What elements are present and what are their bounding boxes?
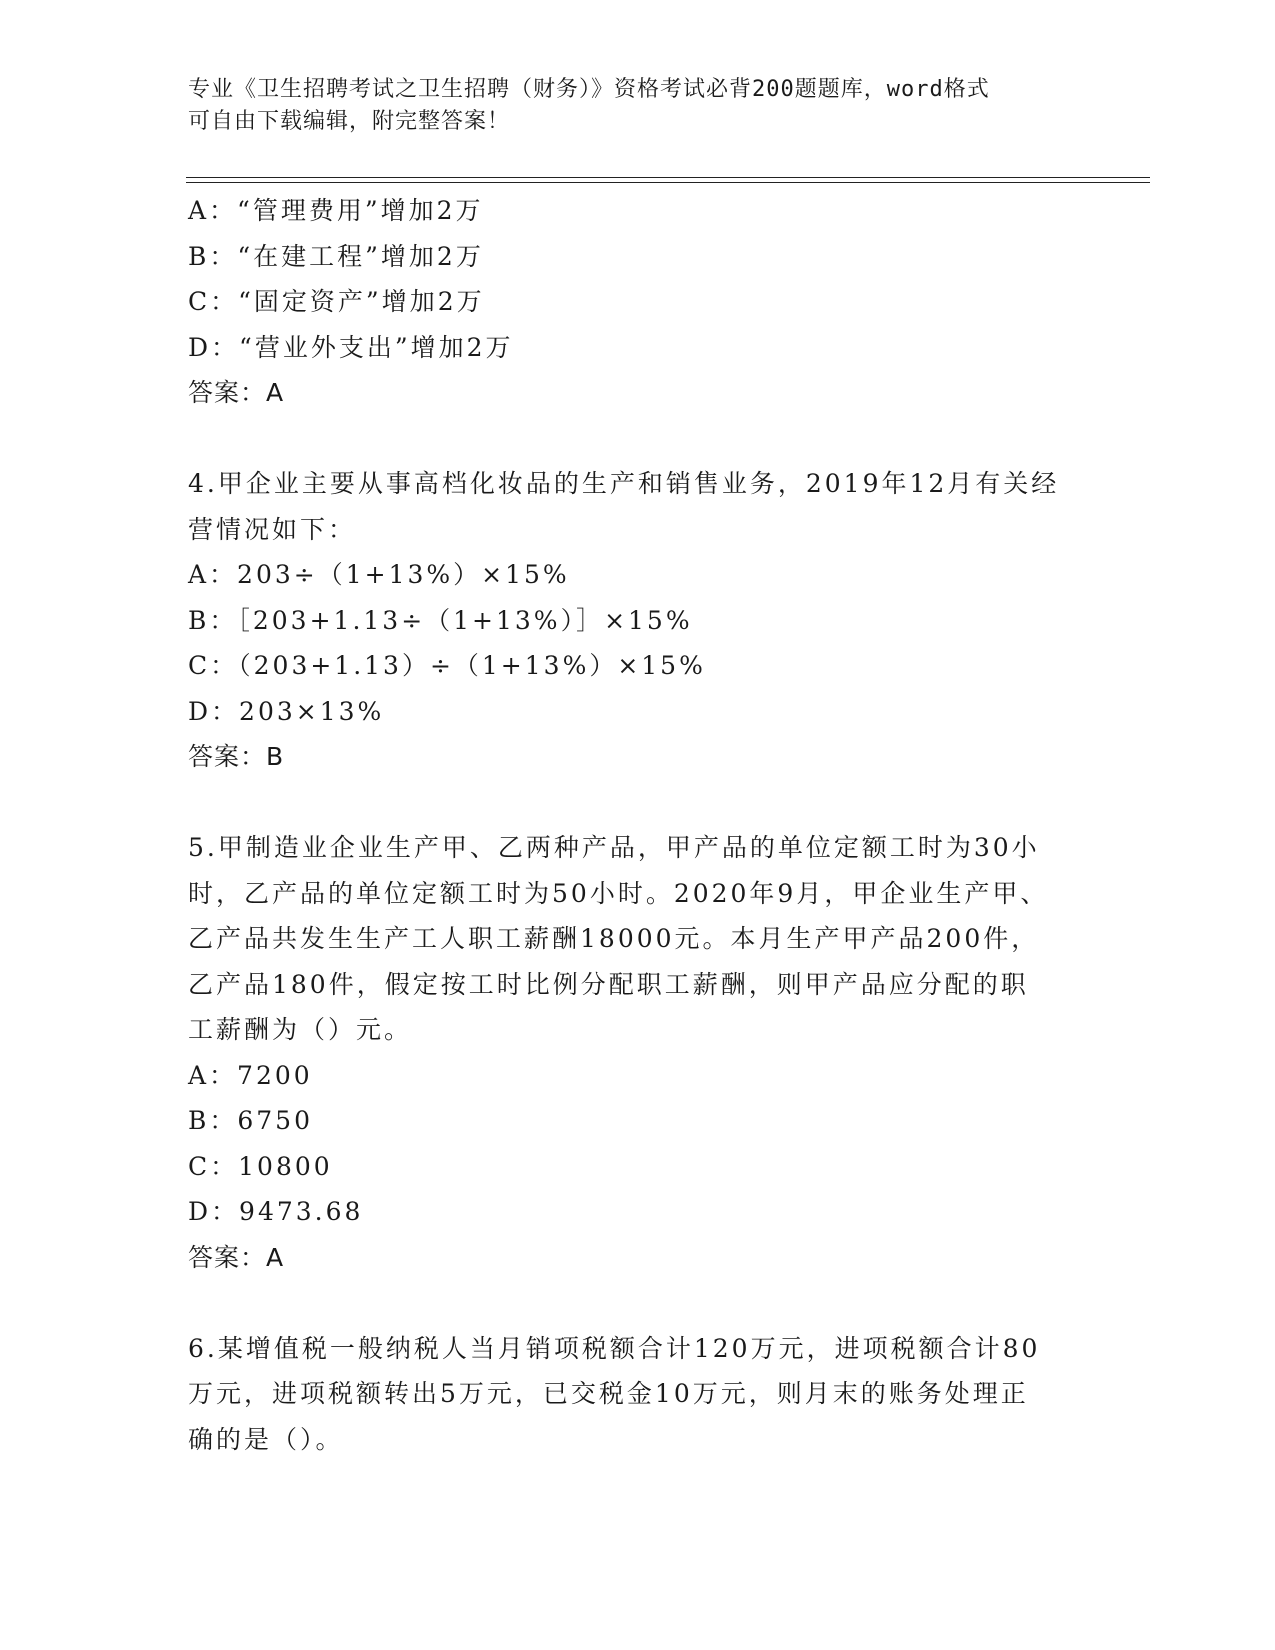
header-rule-top xyxy=(186,177,1150,178)
option-c: C：“固定资产”增加2万 xyxy=(188,287,485,316)
option-d: D：9473.68 xyxy=(188,1197,364,1226)
question-stem-line: 确的是（）。 xyxy=(188,1424,344,1454)
option-a: A：“管理费用”增加2万 xyxy=(188,196,484,225)
option-a: A：7200 xyxy=(188,1060,313,1090)
answer: 答案：A xyxy=(188,1242,285,1272)
option-b: B：“在建工程”增加2万 xyxy=(188,241,484,271)
spacer xyxy=(188,1280,1088,1326)
option-b: B：［203+1.13÷（1+13%）］×15% xyxy=(188,605,693,635)
question-stem-line: 乙产品共发生生产工人职工薪酬18000元。本月生产甲产品200件， xyxy=(188,924,1040,953)
question-stem-line: 营情况如下： xyxy=(188,514,357,544)
question-stem-line: 5.甲制造业企业生产甲、乙两种产品，甲产品的单位定额工时为30小 xyxy=(188,833,1040,862)
question-4 xyxy=(188,461,1088,780)
answer: 答案：B xyxy=(188,742,285,771)
question-stem-line: 工薪酬为（）元。 xyxy=(188,1015,413,1044)
option-c: C：10800 xyxy=(188,1151,333,1181)
spacer xyxy=(188,780,1088,826)
header-title-line-1: 专业《卫生招聘考试之卫生招聘（财务）》资格考试必背200题题库，word格式 xyxy=(188,77,990,102)
option-a: A：203÷（1+13%）×15% xyxy=(188,560,570,589)
spacer xyxy=(188,416,1088,462)
question-3 xyxy=(188,188,1088,416)
question-stem-line: 乙产品180件，假定按工时比例分配职工薪酬，则甲产品应分配的职 xyxy=(188,969,1029,999)
option-d: D：203×13% xyxy=(188,696,385,726)
header-title-line-2: 可自由下载编辑，附完整答案！ xyxy=(188,109,511,134)
header-rule-bottom xyxy=(186,182,1150,183)
question-stem-line: 万元，进项税额转出5万元，已交税金10万元，则月末的账务处理正 xyxy=(188,1379,1029,1408)
option-b: B：6750 xyxy=(188,1106,313,1135)
question-stem-line: 4.甲企业主要从事高档化妆品的生产和销售业务，2019年12月有关经 xyxy=(188,469,1060,498)
option-c: C：（203+1.13）÷（1+13%）×15% xyxy=(188,651,706,680)
option-d: D：“营业外支出”增加2万 xyxy=(188,332,514,362)
question-5 xyxy=(188,825,1088,1280)
question-stem-line: 时，乙产品的单位定额工时为50小时。2020年9月，甲企业生产甲、 xyxy=(188,878,1049,908)
question-6 xyxy=(188,1326,1088,1463)
answer: 答案：A xyxy=(188,378,285,407)
document-header xyxy=(188,74,1088,138)
document-body xyxy=(188,188,1088,1462)
question-stem-line: 6.某增值税一般纳税人当月销项税额合计120万元，进项税额合计80 xyxy=(188,1333,1041,1363)
